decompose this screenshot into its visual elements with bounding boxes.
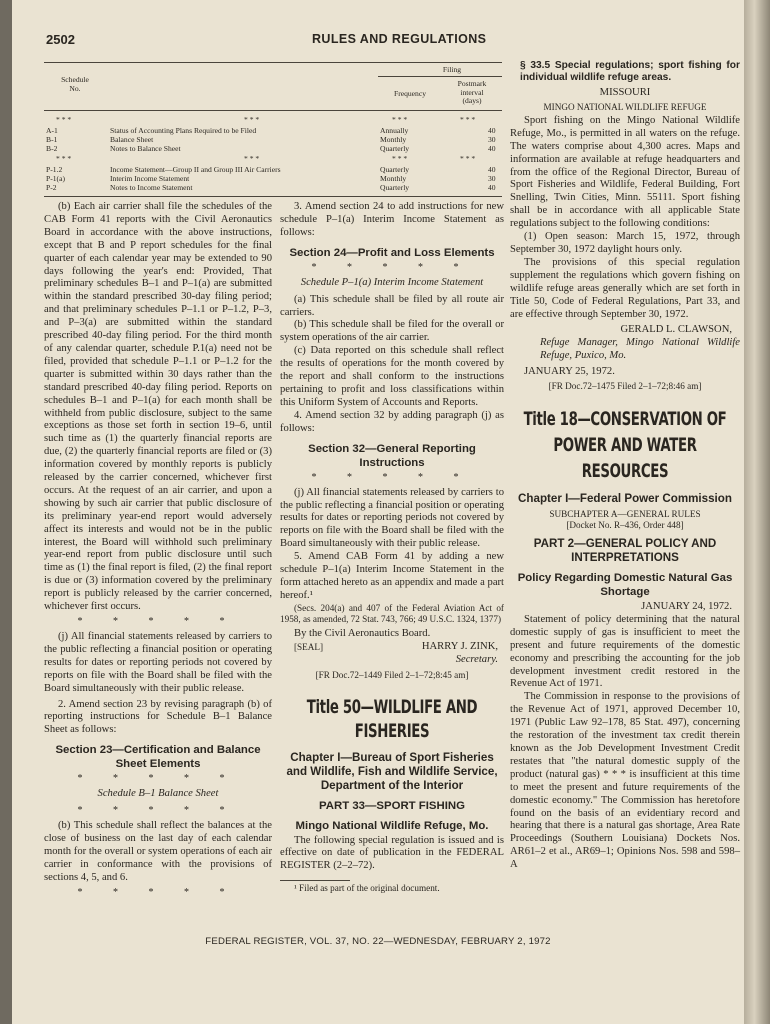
running-title: RULES AND REGULATIONS [312, 32, 487, 46]
table-stars: * * * [460, 154, 476, 163]
docket-line: [Docket No. R–436, Order 448] [566, 520, 684, 531]
table-cell-desc: Notes to Income Statement [110, 183, 193, 192]
schedule-b1-heading: Schedule B–1 Balance Sheet [97, 788, 219, 800]
table-cell-desc: Income Statement—Group II and Group III Air Carriers [110, 165, 281, 174]
ellipsis-stars: * * * * * [77, 616, 239, 627]
chapter-1-heading: Chapter I—Federal Power Commission [518, 492, 732, 506]
missouri-heading: MISSOURI [599, 87, 651, 98]
paragraph-following: The following special regulation is issued and is effective on date of publication in the FEDERAL REGISTER (2–2–72). [280, 834, 504, 872]
table-cell-desc: Interim Income Statement [110, 174, 190, 183]
ellipsis-stars: * * * * * [77, 886, 239, 898]
table-cell-frequency: Quarterly [380, 165, 410, 174]
part-2-heading: PART 2—GENERAL POLICY AND INTERPRETATIONS [533, 537, 717, 565]
ellipsis-stars: * * * * * [311, 471, 473, 483]
date: JANUARY 25, 1972. [524, 366, 615, 378]
table-stars: * * * [244, 115, 260, 124]
table-stars: * * * [392, 154, 408, 163]
ellipsis-stars: * * * * * [311, 261, 473, 273]
table-cell-no: P-1(a) [46, 174, 65, 183]
signer-title: Refuge Manager, Mingo National Wildlife Refuge, Puxico, Mo. [540, 337, 740, 362]
table-cell-desc: Notes to Balance Sheet [110, 144, 181, 153]
footnote: ¹ Filed as part of the original document. [294, 883, 440, 894]
paragraph-amend-form41: 5. Amend CAB Form 41 by adding a new schedule P–1(a) Interim Income Statement in the form attached hereto as an appendix and made a part hereof.¹ [280, 551, 504, 601]
section-33-5-heading: § 33.5 Special regulations; sport fishing for individual wildlife refuge areas. [520, 60, 740, 83]
ellipsis-stars: * * * * * [77, 805, 239, 817]
table-cell-desc: Balance Sheet [110, 135, 154, 144]
date: JANUARY 24, 1972. [641, 601, 732, 613]
paragraph-b: (b) Each air carrier shall file the schedules of the CAB Form 41 reports with the Civil Aeronautics Board in accordance with the above instructions, except that B and P report schedules for the final quarter of each calendar year may be extended to 90 days following the year's end: Provided, That preliminary schedules B–1 and P–1(a) are submitted within the standard prescribed 30-day filing period; and that preliminary schedules P–1.1 or P–1.2, P–3, and P–3(a) are submitted within the standard prescribed 40-day filing period. For the third month of any calendar quarter, schedule P.1(a) need not be filed, provided that schedule P–1.1 or P–1.2 for the quarter is submitted within 30 days rather than the standard prescribed 40-day filing period. Reports on schedules B–1 and P–1(a) for each month shall be withheld from public disclosure, subject to the same exceptions as those set forth in section 19–6, until such time as (1) the quarterly financial reports are due, (2) the quarterly financial reports are filed or (3) information covered by monthly reports is publicly released by the carrier concerned, whichever first occurs. At the request of an air carrier, and upon a showing by such air carrier that public disclosure of its preliminary year-end report would adversely affect its interests and would not be in the public interest, the Board will withhold such preliminary year-end report from public disclosure until such time as (1) the final report is filed, (2) the final report is due or (3) information covered by the preliminary report is publicly released by the carrier concerned, whichever first occurs. [44, 201, 272, 613]
paragraph-sport-fishing: Sport fishing on the Mingo National Wildlife Refuge, Mo., is permitted in all waters on the refuge. The waters comprise about 4,300 acres. Maps and information are available at refuge headquarters and from the office of the Regional Director, Bureau of Sport Fisheries and Wildlife, Federal Building, Fort Snelling, Twin Cities, Minn. 55111. Sport fishing shall be in accordance with all applicable State regulations subject to the following conditions: [510, 114, 740, 230]
table-cell-no: B-1 [46, 135, 58, 144]
by-board: By the Civil Aeronautics Board. [294, 627, 431, 639]
title-18-heading: Title 18—CONSERVATION OF POWER AND WATER RESOURCES [523, 408, 727, 483]
page-footer: FEDERAL REGISTER, VOL. 37, NO. 22—WEDNESDAY, FEBRUARY 2, 1972 [205, 936, 551, 947]
table-cell-days: 40 [488, 183, 496, 192]
paragraph-a: (a) This schedule shall be filed by all route air carriers. [280, 293, 504, 318]
title-50-heading: Title 50—WILDLIFE AND FISHERIES [306, 695, 478, 742]
mingo-heading: Mingo National Wildlife Refuge, Mo. [295, 819, 489, 832]
paragraph-c: (c) Data reported on this schedule shall reflect the results of operations for the month covered by the report and shall conform to the instructions pertaining to profit and loss classifications within this Uniform System of Accounts and Reports. [280, 345, 504, 408]
table-cell-days: 40 [488, 126, 496, 135]
paragraph-j: (j) All financial statements released by carriers to the public reflecting a financial position or operating results for dates or reporting periods not covered by reports on file with the Board shall be filed with the Board simultaneously with their public release. [280, 486, 504, 550]
column-2 [280, 201, 504, 894]
table-cell-no: P-2 [46, 183, 57, 192]
table-stars: * * * [244, 154, 260, 163]
paragraph-amend-23: 2. Amend section 23 by revising paragraph (b) of reporting instructions for Schedule B–1 Balance Sheet as follows: [44, 698, 272, 736]
table-header-postmark: Postmark interval (days) [457, 79, 487, 106]
paragraph-open-season: (1) Open season: March 15, 1972, through September 30, 1972 daylight hours only. [510, 231, 740, 255]
paragraph-commission: The Commission in response to the provisions of the Revenue Act of 1971, approved December 10, 1971 (Public Law 92–178, 85 Stat. 497), concerning the restoration of the investment tax credit therein known as the Job Development Investment Credit restates that "the natural domestic supply of the product (natural gas) * * * is insufficient at this time to meet the present and future requirements of the domestic economy." The Commission has heretofore found on the basis of an evidentiary record and hearing that there is a natural gas shortage, Area Rate Proceedings (Southern Louisiana) Dockets Nos. AR61–2 et al., AR69–1; Opinions Nos. 598 and 598–A [510, 691, 740, 871]
policy-heading: Policy Regarding Domestic Natural Gas Shortage [517, 572, 733, 599]
section-23-heading: Section 23—Certification and Balance Sheet Elements [55, 744, 261, 771]
table-stars: * * * [460, 115, 476, 124]
signature-block [280, 641, 504, 654]
table-header-filing: Filing [442, 65, 462, 74]
table-header-frequency: Frequency [393, 89, 427, 98]
schedule-p1a-heading: Schedule P–1(a) Interim Income Statement [300, 276, 484, 288]
fr-doc-note: [FR Doc.72–1475 Filed 2–1–72;8:46 am] [548, 381, 702, 392]
table-cell-days: 30 [488, 174, 496, 183]
paragraph-b: (b) This schedule shall be filed for the overall or system operations of the air carrier. [280, 319, 504, 344]
table-cell-frequency: Annually [380, 126, 409, 135]
table-stars: * * * [56, 154, 72, 163]
table-stars: * * * [392, 115, 408, 124]
seal-label: [SEAL] [294, 641, 324, 652]
signer-title: Secretary. [455, 653, 498, 665]
paragraph-amend-32: 4. Amend section 32 by adding paragraph (j) as follows: [280, 409, 504, 434]
paragraph-b2: (b) This schedule shall reflect the balances at the close of business on the last day of each calendar month for the overall or system operations of each air carrier in conformance with the provisions of sections 4, 5, and 6. [44, 820, 272, 883]
table-cell-days: 40 [488, 144, 496, 153]
column-3 [510, 60, 740, 872]
fr-doc-note: [FR Doc.72–1449 Filed 2–1–72;8:45 am] [315, 669, 469, 680]
paragraph-j: (j) All financial statements released by carriers to the public reflecting a financial position or operating results for dates or reporting periods not covered by reports on file with the Board shall be filed with the Board simultaneously with their public release. [44, 631, 272, 694]
table-cell-desc: Status of Accounting Plans Required to be Filed [110, 126, 257, 135]
document-page [12, 0, 744, 1024]
table-header-schedule: Schedule No. [61, 75, 89, 93]
signer-name: GERALD L. CLAWSON, [620, 324, 732, 336]
page-edge [744, 0, 770, 1024]
table-cell-no: P-1.2 [46, 165, 63, 174]
table-cell-days: 40 [488, 165, 496, 174]
signer-name: HARRY J. ZINK, [421, 640, 498, 652]
mingo-refuge-heading: MINGO NATIONAL WILDLIFE REFUGE [543, 101, 707, 112]
subchapter-heading: SUBCHAPTER A—GENERAL RULES [549, 509, 701, 520]
chapter-1-heading: Chapter I—Bureau of Sport Fisheries and Wildlife, Fish and Wildlife Service, Department of the Interior [286, 750, 498, 792]
ellipsis-stars: * * * * * [77, 773, 239, 785]
table-cell-frequency: Quarterly [380, 183, 410, 192]
page-number: 2502 [46, 32, 75, 47]
table-cell-frequency: Monthly [380, 135, 407, 144]
table-cell-no: B-2 [46, 144, 58, 153]
table-cell-days: 30 [488, 135, 496, 144]
part-33-heading: PART 33—SPORT FISHING [319, 799, 465, 812]
section-24-heading: Section 24—Profit and Loss Elements [289, 246, 495, 259]
authority-citation: (Secs. 204(a) and 407 of the Federal Aviation Act of 1958, as amended, 72 Stat. 743, 766; 49 U.S.C. 1324, 1377) [280, 602, 504, 624]
paragraph-amend-24: 3. Amend section 24 to add instructions for new schedule P–1(a) Interim Income Statement as follows: [280, 201, 504, 238]
paragraph-provisions: The provisions of this special regulation supplement the regulations which govern fishing on wildlife refuge areas generally which are set forth in Title 50, Code of Federal Regulations, Part 33, and are effective through September 30, 1972. [510, 256, 740, 320]
column-1 [44, 201, 272, 902]
paragraph-statement: Statement of policy determining that the natural domestic supply of gas is insufficient to meet the present and future requirements of the domestic economy and prescribing the accounting for the job development investment credit restored in the Revenue Act of 1971. [510, 613, 740, 690]
table-cell-no: A-1 [46, 126, 58, 135]
table-stars: * * * [56, 115, 72, 124]
table-cell-frequency: Monthly [380, 174, 407, 183]
table-cell-frequency: Quarterly [380, 144, 410, 153]
section-32-heading: Section 32—General Reporting Instructions [308, 442, 476, 469]
